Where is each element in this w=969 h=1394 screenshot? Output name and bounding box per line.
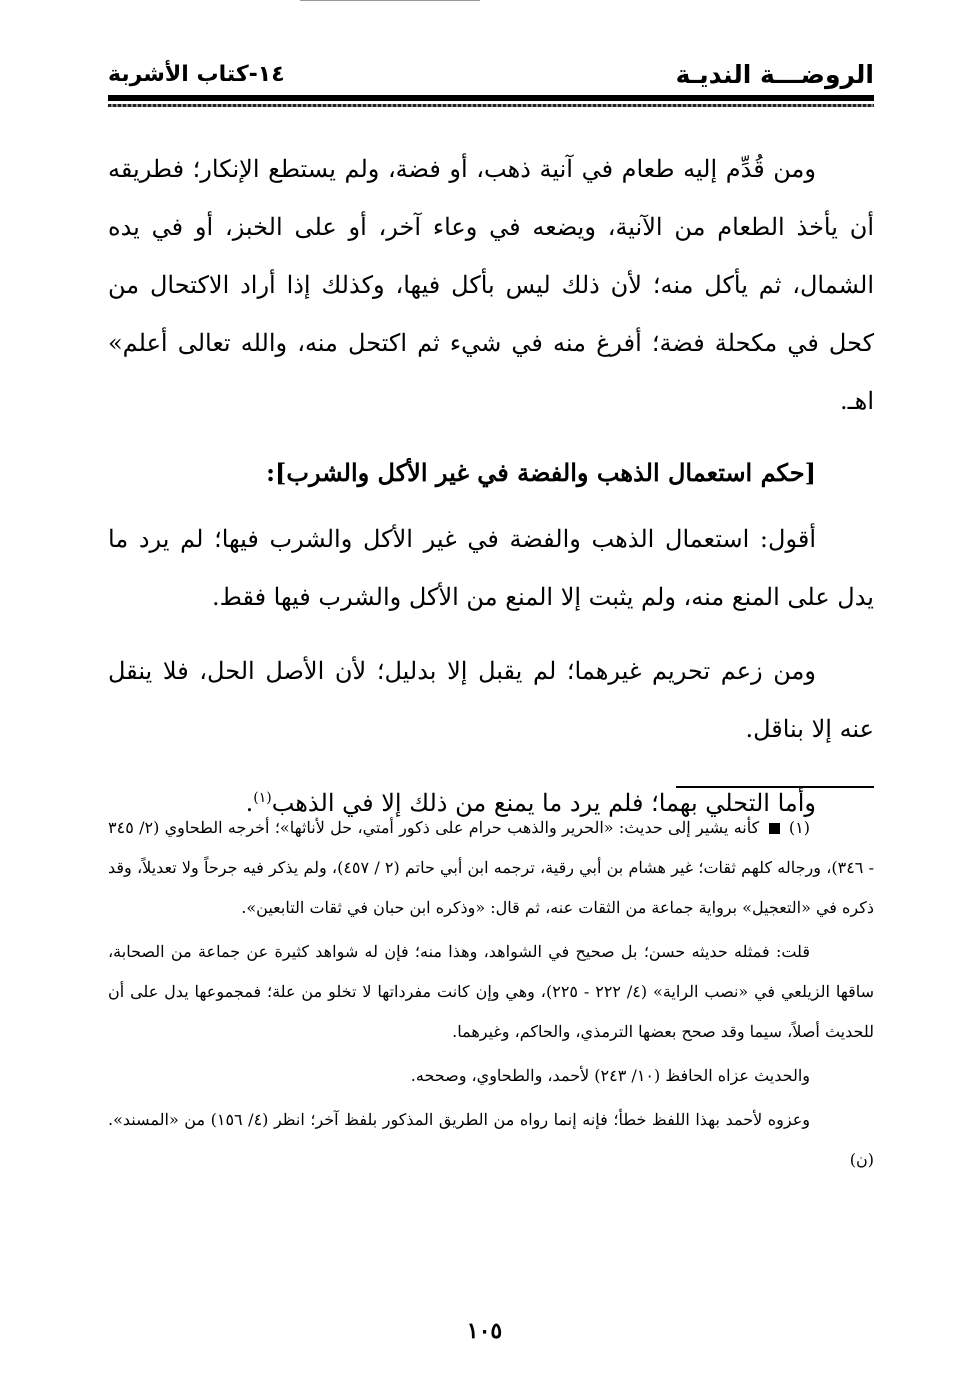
main-text — [108, 140, 874, 832]
footnote-1 — [108, 808, 874, 928]
paragraph-2: أقول: استعمال الذهب والفضة في غير الأكل والشرب فيها؛ لم يرد ما يدل على المنع منه، ولم يثبت إلا المنع من الأكل والشرب فيها فقط. — [108, 525, 874, 611]
paragraph-1: ومن قُدِّم إليه طعام في آنية ذهب، أو فضة، ولم يستطع الإنكار؛ فطريقه أن يأخذ الطعام من الآنية، ويضعه في وعاء آخر، أو على الخبز، أو في يده الشمال، ثم يأكل منه؛ لأن ذلك ليس بأكل فيها، وكذلك إذا أراد الاكتحال من كحل في مكحلة فضة؛ أفرغ منه في شيء ثم اكتحل منه، والله تعالى أعلم» اهـ. — [108, 155, 874, 415]
paragraph-4-end: . — [245, 789, 254, 817]
section-heading: [حكم استعمال الذهب والفضة في غير الأكل والشرب]: — [266, 458, 816, 487]
footnote-2: قلت: فمثله حديثه حسن؛ بل صحيح في الشواهد، وهذا منه؛ فإن له شواهد كثيرة عن جماعة من الصحابة، ساقها الزيلعي في «نصب الراية» (٤/ ٢٢٢ - ٢٢٥)، وهي وإن كانت مفرداتها لا تخلو من علة؛ فمجموعها يدل على أن للحديث أصلاً، سيما وقد صحح بعضها الترمذي، والحاكم، وغيرهما. — [108, 942, 875, 1041]
chapter-title: ١٤-كتاب الأشربة — [108, 62, 285, 87]
footnotes — [108, 808, 874, 1184]
footnote-1-text: كأنه يشير إلى حديث: «الحرير والذهب حرام على ذكور أمتي، حل لأناثها»؛ أخرجه الطحاوي (٢/ ٣٤٥ - ٣٤٦)، ورجاله كلهم ثقات؛ غير هشام بن أبي رقية، ترجمه ابن أبي حاتم (٢ / ٤٥٧)، ولم يذكر فيه جرحاً ولا تعديلاً، وقد ذكره في «التعجيل» برواية جماعة من الثقات عنه، ثم قال: «وذكره ابن حبان في ثقات التابعين». — [108, 818, 874, 917]
running-header — [108, 60, 874, 94]
footnote-3: والحديث عزاه الحافظ (١٠/ ٢٤٣) لأحمد، والطحاوي، وصححه. — [410, 1066, 810, 1085]
scan-edge-line — [300, 0, 480, 1]
footnote-separator — [676, 786, 874, 788]
square-mark-icon — [769, 823, 780, 834]
book-title: الروضـــة النديـة — [675, 60, 874, 89]
page-number: ١٠٥ — [466, 1318, 503, 1344]
header-rule-thick — [108, 95, 874, 101]
footnote-1-marker: (١) — [788, 818, 811, 837]
header-rule-thin — [108, 104, 874, 107]
footnote-4: وعزوه لأحمد بهذا اللفظ خطأ؛ فإنه إنما رواه من الطريق المذكور بلفظ آخر؛ انظر (٤/ ١٥٦) من «المسند». (ن) — [108, 1110, 874, 1169]
footnote-reference[interactable]: (١) — [253, 790, 272, 806]
paragraph-4-text: وأما التحلي بهما؛ فلم يرد ما يمنع من ذلك إلا في الذهب — [271, 789, 816, 817]
paragraph-3: ومن زعم تحريم غيرهما؛ لم يقبل إلا بدليل؛ لأن الأصل الحل، فلا ينقل عنه إلا بناقل. — [108, 657, 874, 743]
